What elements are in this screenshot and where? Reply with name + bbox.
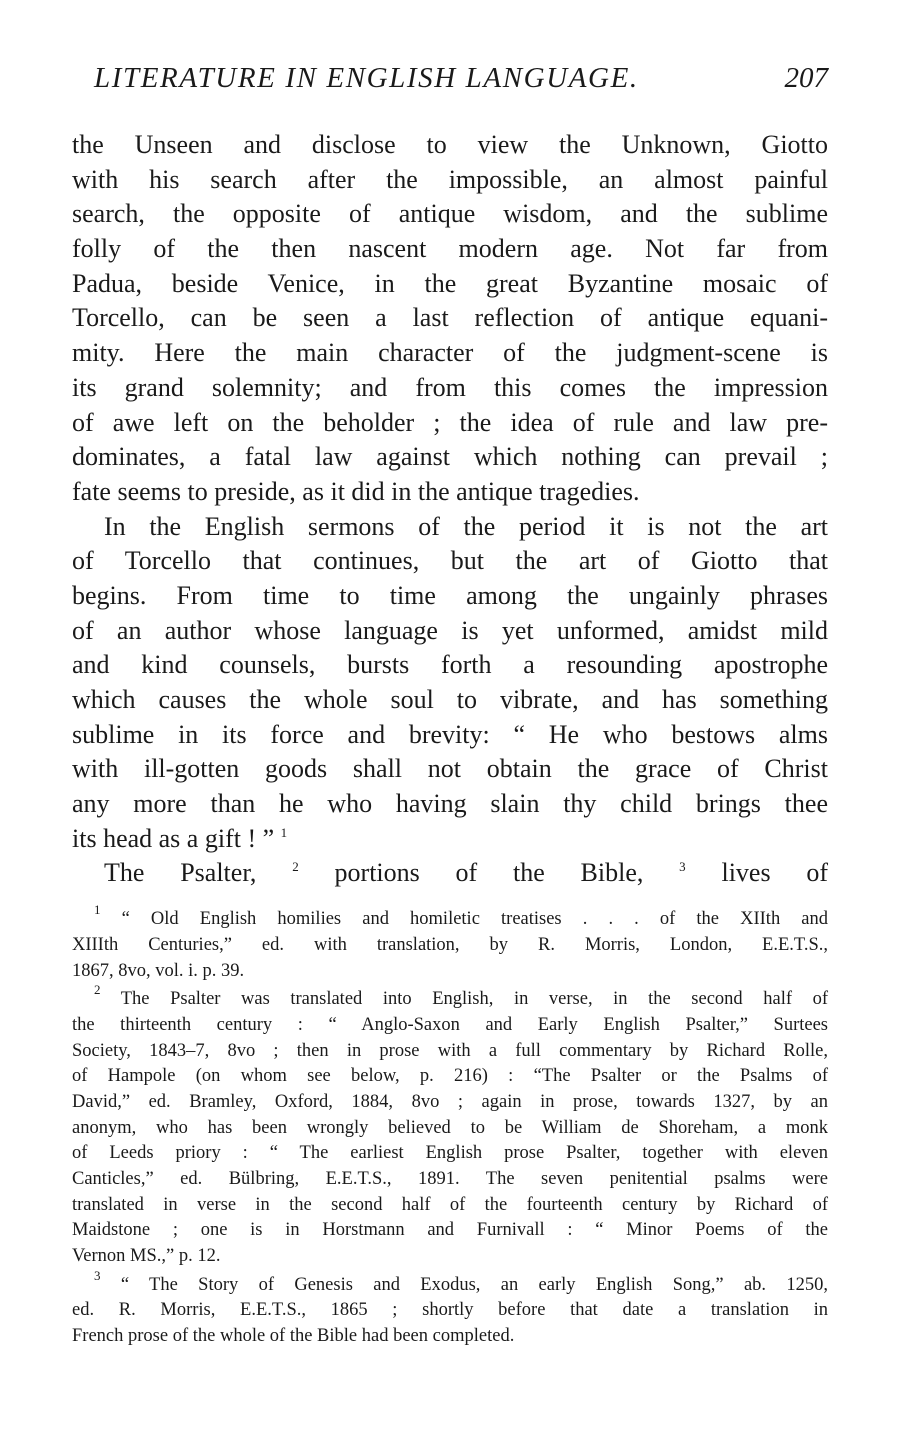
footnote-line: David,” ed. Bramley, Oxford, 1884, 8vo ; again in prose, towards 1327, by an: [72, 1091, 828, 1112]
footnote-line: French prose of the whole of the Bible had been completed.: [72, 1326, 515, 1347]
body-line: Torcello, can be seen a last reflection of antique equani-: [72, 303, 828, 333]
footnote-line: Vernon MS.,” p. 12.: [72, 1246, 221, 1267]
body-line: [72, 856, 828, 891]
page-number: 207: [784, 62, 828, 94]
body-line: Padua, beside Venice, in the great Byzantine mosaic of: [72, 268, 828, 298]
footnote-line: [72, 1267, 828, 1299]
footnote-number-3: 3: [94, 1267, 101, 1283]
body-line: with ill-gotten goods shall not obtain the grace of Christ: [72, 754, 828, 784]
footnote-marker-2: 2: [292, 859, 299, 875]
footnote-line: Maidstone ; one is in Horstmann and Furnivall : “ Minor Poems of the: [72, 1220, 828, 1241]
footnote-text: “ The Story of Genesis and Exodus, an early English Song,” ab. 1250,: [120, 1274, 828, 1295]
footnote-line: Society, 1843–7, 8vo ; then in prose with a full commentary by Richard Rolle,: [72, 1040, 828, 1061]
body-text: [72, 128, 828, 891]
footnote-line: [72, 982, 828, 1013]
footnote-line: of Hampole (on whom see below, p. 216) : “The Psalter or the Psalms of: [72, 1066, 828, 1087]
footnote-line: anonym, who has been wrongly believed to be William de Shoreham, a monk: [72, 1117, 828, 1138]
body-line: of Torcello that continues, but the art of Giotto that: [72, 546, 828, 576]
footnote-number-1: 1: [94, 902, 101, 918]
running-title: LITERATURE IN ENGLISH LANGUAGE.: [94, 62, 639, 94]
body-line: folly of the then nascent modern age. Not far from: [72, 234, 828, 264]
footnote-line: 1867, 8vo, vol. i. p. 39.: [72, 960, 245, 981]
footnote-line: Canticles,” ed. Bülbring, E.E.T.S., 1891. The seven penitential psalms were: [72, 1169, 828, 1189]
body-line-text: portions of the Bible,: [334, 858, 644, 888]
body-line: mity. Here the main character of the judgment-scene is: [72, 338, 828, 368]
body-line: its grand solemnity; and from this comes the impression: [72, 372, 828, 402]
body-line: the Unseen and disclose to view the Unknown, Giotto: [72, 130, 828, 159]
body-line: of an author whose language is yet unformed, amidst mild: [72, 615, 828, 645]
footnote-marker-3: 3: [679, 859, 686, 875]
footnote-line: translated in verse in the second half of the fourteenth century by Richard of: [72, 1194, 828, 1215]
footnote-text: “ Old English homilies and homiletic treatises . . . of the XIIth and: [121, 909, 829, 930]
footnote-line: the thirteenth century : “ Anglo-Saxon and Early English Psalter,” Surtees: [72, 1014, 828, 1035]
body-line: dominates, a fatal law against which nothing can prevail ;: [72, 442, 828, 472]
body-line: sublime in its force and brevity: “ He who bestows alms: [72, 719, 828, 749]
footnote-text: The Psalter was translated into English, in verse, in the second half of: [120, 989, 828, 1010]
body-line: fate seems to preside, as it did in the antique tragedies.: [72, 476, 640, 506]
body-line: with his search after the impossible, an almost painful: [72, 164, 828, 194]
body-line-text: lives of: [721, 858, 829, 888]
book-page: [72, 62, 828, 1350]
body-line: [72, 822, 828, 857]
footnote-line: [72, 902, 829, 933]
footnote-number-2: 2: [94, 982, 101, 998]
body-line-text: its head as a gift ! ”: [72, 823, 275, 853]
body-line: of awe left on the beholder ; the idea of rule and law pre-: [72, 407, 828, 437]
body-line: and kind counsels, bursts forth a resounding apostrophe: [72, 650, 828, 680]
body-line: begins. From time to time among the ungainly phrases: [72, 580, 828, 610]
footnote-line: ed. R. Morris, E.E.T.S., 1865 ; shortly before that date a translation in: [72, 1300, 828, 1321]
footnotes: [72, 902, 829, 1350]
running-head: [72, 62, 828, 108]
body-line: In the English sermons of the period it is not the art: [104, 511, 828, 541]
footnote-marker-1: 1: [280, 824, 288, 840]
footnote-line: of Leeds priory : “ The earliest English prose Psalter, together with eleven: [72, 1143, 828, 1164]
body-line: any more than he who having slain thy child brings thee: [72, 789, 828, 819]
body-line-text: The Psalter,: [104, 858, 257, 888]
body-line: search, the opposite of antique wisdom, and the sublime: [72, 199, 828, 229]
footnote-line: XIIIth Centuries,” ed. with translation, by R. Morris, London, E.E.T.S.,: [72, 934, 828, 955]
body-line: which causes the whole soul to vibrate, and has something: [72, 685, 828, 714]
